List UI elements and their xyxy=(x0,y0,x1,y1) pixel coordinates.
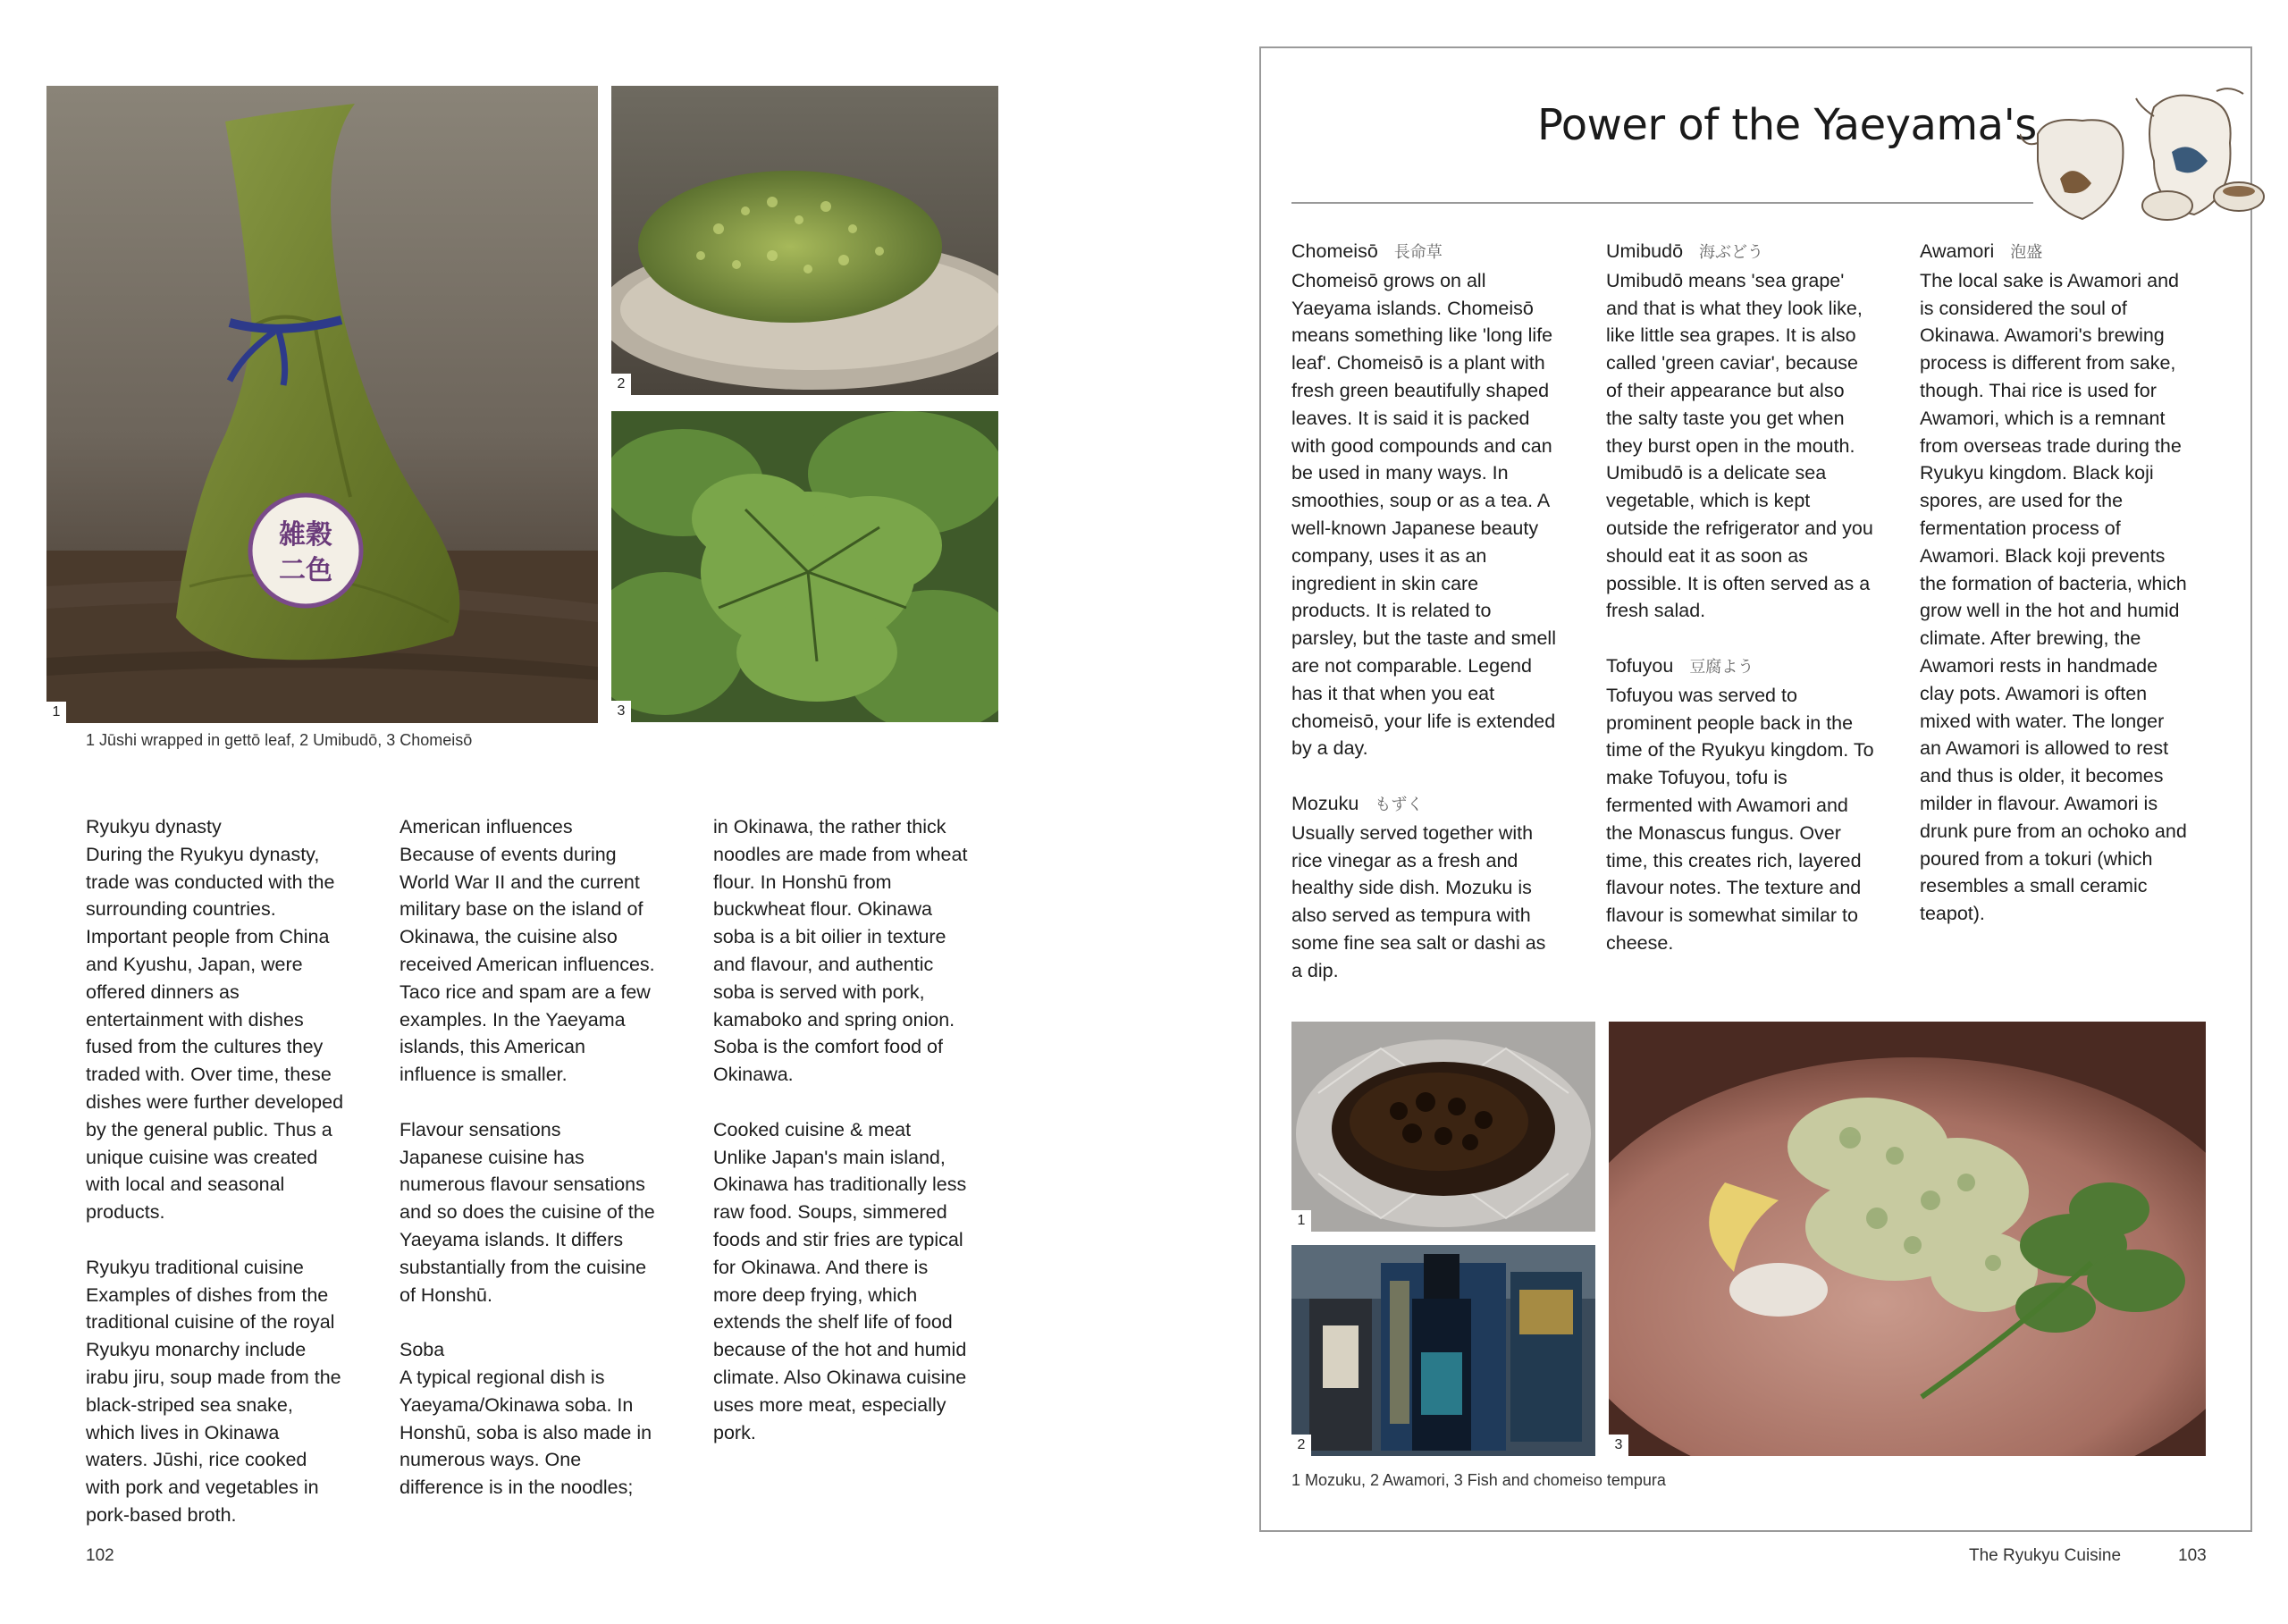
figure-number: 2 xyxy=(1291,1435,1311,1456)
section xyxy=(1606,652,1874,957)
photo-chomeiso xyxy=(611,411,998,722)
section-body: in Okinawa, the rather thick noodles are made from wheat flour. In Honshū from buckwheat flour. Okinawa soba is a bit oilier in texture and flavour, and authentic soba is served with pork, kamaboko and spring onion. Soba is the comfort food of Okinawa. xyxy=(713,816,968,1086)
title-rule xyxy=(1291,202,2033,204)
section-body: During the Ryukyu dynasty, trade was conducted with the surrounding countries. Important people from China and Kyushu, Japan, were offered dinners as entertainment with dishes fused from the cultures they traded with. Over time, these dishes were further developed by the general public. Thus a unique cuisine was created with local and seasonal products. xyxy=(86,843,344,1224)
photo-jushi-wrapped xyxy=(46,86,598,723)
text-column-right-2 xyxy=(1606,238,1874,957)
section-body: Japanese cuisine has numerous flavour sensations and so does the cuisine of the Yaeyama islands. It differs substantially from the cuisine of Honshū. xyxy=(400,1146,655,1306)
section-body: A typical regional dish is Yaeyama/Okinawa soba. In Honshū, soba is also made in numerous ways. One difference is in the noodles; xyxy=(400,1366,652,1499)
section-body: Umibudō means 'sea grape' and that is what they look like, like little sea grapes. It is also called 'green caviar', because of their appearance but also the salty taste you get when they burst open in the mouth. Umibudō is a delicate sea vegetable, which is kept outside the refrigerator and you should eat it as soon as possible. It is often served as a fresh salad. xyxy=(1606,269,1873,622)
figure-number: 3 xyxy=(611,701,631,722)
section-heading: Soba xyxy=(400,1339,445,1361)
section-heading-japanese: 海ぶどう xyxy=(1699,243,1764,262)
section-body: Usually served together with rice vinegar as a fresh and healthy side dish. Mozuku is also served as tempura with some fine sea salt or dashi as a dip. xyxy=(1291,821,1546,981)
section xyxy=(1920,238,2188,928)
section-heading: Mozuku もずく xyxy=(1291,792,1424,814)
section xyxy=(1291,238,1560,762)
figure-caption-right: 1 Mozuku, 2 Awamori, 3 Fish and chomeiso tempura xyxy=(1291,1471,1666,1489)
svg-text:二色: 二色 xyxy=(279,555,332,586)
section-body: The local sake is Awamori and is considered the soul of Okinawa. Awamori's brewing process is different from sake, though. Thai rice is used for Awamori, which is a remnant from overseas trade during the Ryukyu kingdom. Black koji spores, are used for the fermentation process of Awamori. Black koji prevents the formation of bacteria, which grow well in the hot and humid climate. After brewing, the Awamori rests in handmade clay pots. Awamori is often mixed with water. The longer an Awamori is allowed to rest and thus is older, it becomes milder in flavour. Awamori is drunk pure from an ochoko and poured from a tokuri (which resembles a small ceramic teapot). xyxy=(1920,269,2187,925)
section-heading-japanese: 泡盛 xyxy=(2010,243,2043,262)
section-body: Because of events during World War II and the current military base on the island of Okinawa, the cuisine also received American influences. Taco rice and spam are a few examples. In the Yaeyama islands, this American influence is smaller. xyxy=(400,843,655,1086)
section xyxy=(713,813,972,1089)
section-body: Unlike Japan's main island, Okinawa has traditionally less raw food. Soups, simmered foods and stir fries are typical for Okinawa. And there is more deep frying, which extends the shelf life of food because of the hot and humid climate. Also Okinawa cuisine uses more meat, especially pork. xyxy=(713,1146,967,1443)
photo-awamori xyxy=(1291,1245,1595,1456)
section-heading: Cooked cuisine & meat xyxy=(713,1118,912,1140)
svg-text:雑穀: 雑穀 xyxy=(279,519,332,551)
figure-caption-left: 1 Jūshi wrapped in gettō leaf, 2 Umibudō, 3 Chomeisō xyxy=(86,731,473,749)
section-heading-japanese: 豆腐よう xyxy=(1689,657,1754,677)
section-heading: Umibudō 海ぶどう xyxy=(1606,240,1764,262)
section-heading: Ryukyu dynasty xyxy=(86,816,222,837)
text-column-left-3 xyxy=(713,813,972,1446)
running-footer: The Ryukyu Cuisine xyxy=(1969,1546,2122,1565)
section-body: Examples of dishes from the traditional cuisine of the royal Ryukyu monarchy include irabu jiru, soup made from the black-striped sea snake, which lives in Okinawa waters. Jūshi, rice cooked with pork and vegetables in pork-based broth. xyxy=(86,1283,341,1526)
figure-number: 2 xyxy=(611,374,631,395)
figure-number: 1 xyxy=(1291,1210,1311,1232)
section-heading: American influences xyxy=(400,816,573,837)
photo-fish-tempura xyxy=(1609,1022,2206,1456)
photo-umibudo xyxy=(611,86,998,395)
figure-number: 1 xyxy=(46,702,66,723)
section-heading-japanese: 長命草 xyxy=(1393,243,1443,262)
section-heading: Flavour sensations xyxy=(400,1118,561,1140)
section xyxy=(400,1116,659,1309)
section-heading: Tofuyou 豆腐よう xyxy=(1606,654,1754,677)
text-column-right-3 xyxy=(1920,238,2188,928)
page-number-right: 103 xyxy=(2178,1546,2207,1565)
section xyxy=(1291,790,1560,985)
section-body: Chomeisō grows on all Yaeyama islands. Chomeisō means something like 'long life leaf'. Chomeisō is a plant with fresh green beautifully shaped leaves. It is said it is packed with good compounds and can be used in many ways. In smoothies, soup or as a tea. A well-known Japanese beauty company, uses it as an ingredient in skin care products. It is related to parsley, but the taste and smell are not comparable. Legend has it that when you eat chomeisō, your life is extended by a day. xyxy=(1291,269,1556,760)
page-number-left: 102 xyxy=(86,1546,114,1565)
text-column-left-2 xyxy=(400,813,659,1502)
section xyxy=(1606,238,1874,625)
section xyxy=(713,1116,972,1447)
section xyxy=(400,813,659,1089)
page-title: Power of the Yaeyama's xyxy=(1537,100,2037,150)
section-heading-japanese: もずく xyxy=(1375,795,1424,814)
awamori-pottery-image xyxy=(2020,80,2270,232)
text-column-right-1 xyxy=(1291,238,1560,985)
section-heading: Chomeisō 長命草 xyxy=(1291,240,1443,262)
section xyxy=(400,1336,659,1502)
section-body: Tofuyou was served to prominent people back in the time of the Ryukyu kingdom. To make Tofuyou, tofu is fermented with Awamori and the Monascus fungus. Over time, this creates rich, layered flavour notes. The texture and flavour is somewhat similar to cheese. xyxy=(1606,684,1874,954)
figure-number: 3 xyxy=(1609,1435,1628,1456)
section xyxy=(86,813,345,1226)
section-heading: Awamori 泡盛 xyxy=(1920,240,2043,262)
section-heading: Ryukyu traditional cuisine xyxy=(86,1256,304,1278)
photo-mozuku xyxy=(1291,1022,1595,1232)
text-column-left-1 xyxy=(86,813,345,1529)
section xyxy=(86,1254,345,1529)
